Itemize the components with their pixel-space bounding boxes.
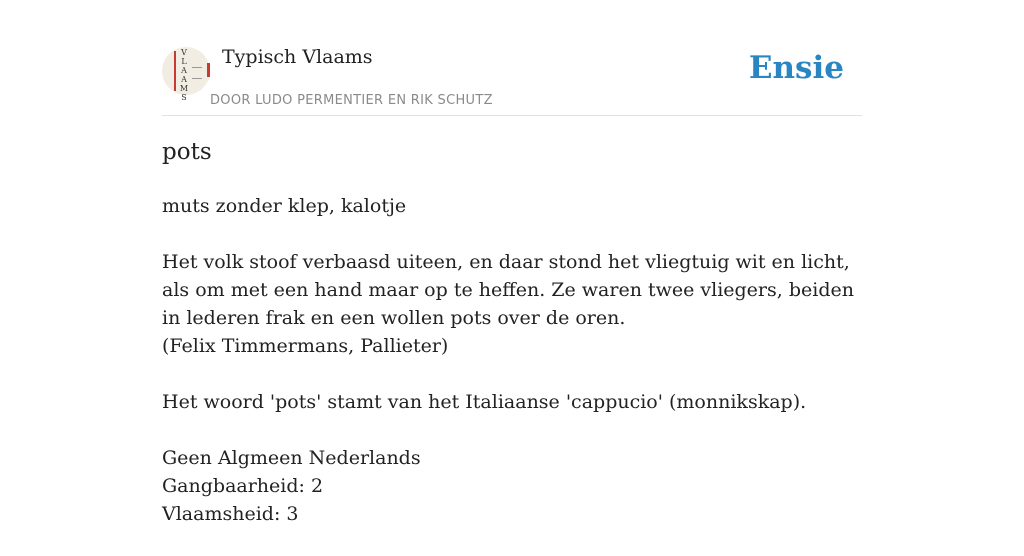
entry-meta: [162, 444, 862, 528]
entry-example: [162, 248, 862, 360]
book-cover-logo[interactable]: [162, 47, 210, 102]
page-header: [162, 40, 862, 116]
meta-vlaamsheid: Vlaamsheid: 3: [162, 503, 299, 525]
logo-decoration: [192, 67, 202, 79]
meta-gangbaarheid: Gangbaarheid: 2: [162, 475, 324, 497]
ensie-brand-link[interactable]: Ensie: [748, 50, 844, 86]
entry-definition: muts zonder klep, kalotje: [162, 195, 407, 217]
logo-red-stripe: [174, 51, 176, 91]
entry-content: [162, 192, 862, 556]
site-title[interactable]: Typisch Vlaams: [222, 46, 373, 68]
meta-register: Geen Algmeen Nederlands: [162, 447, 421, 469]
example-quote: Het volk stoof verbaasd uiteen, en daar stond het vliegtuig wit en licht, als om met een hand maar op te heffen. Ze waren twee vliegers, beiden in lederen frak en een wollen pots over de oren.: [162, 251, 854, 329]
author-byline: DOOR LUDO PERMENTIER EN RIK SCHUTZ: [210, 93, 493, 108]
logo-red-bar: [207, 63, 210, 77]
logo-text: VLAAMS: [179, 48, 189, 102]
example-source: (Felix Timmermans, Pallieter): [162, 335, 449, 357]
entry-etymology: Het woord 'pots' stamt van het Italiaanse 'cappucio' (monnikskap).: [162, 391, 807, 413]
entry-term: pots: [162, 139, 212, 165]
